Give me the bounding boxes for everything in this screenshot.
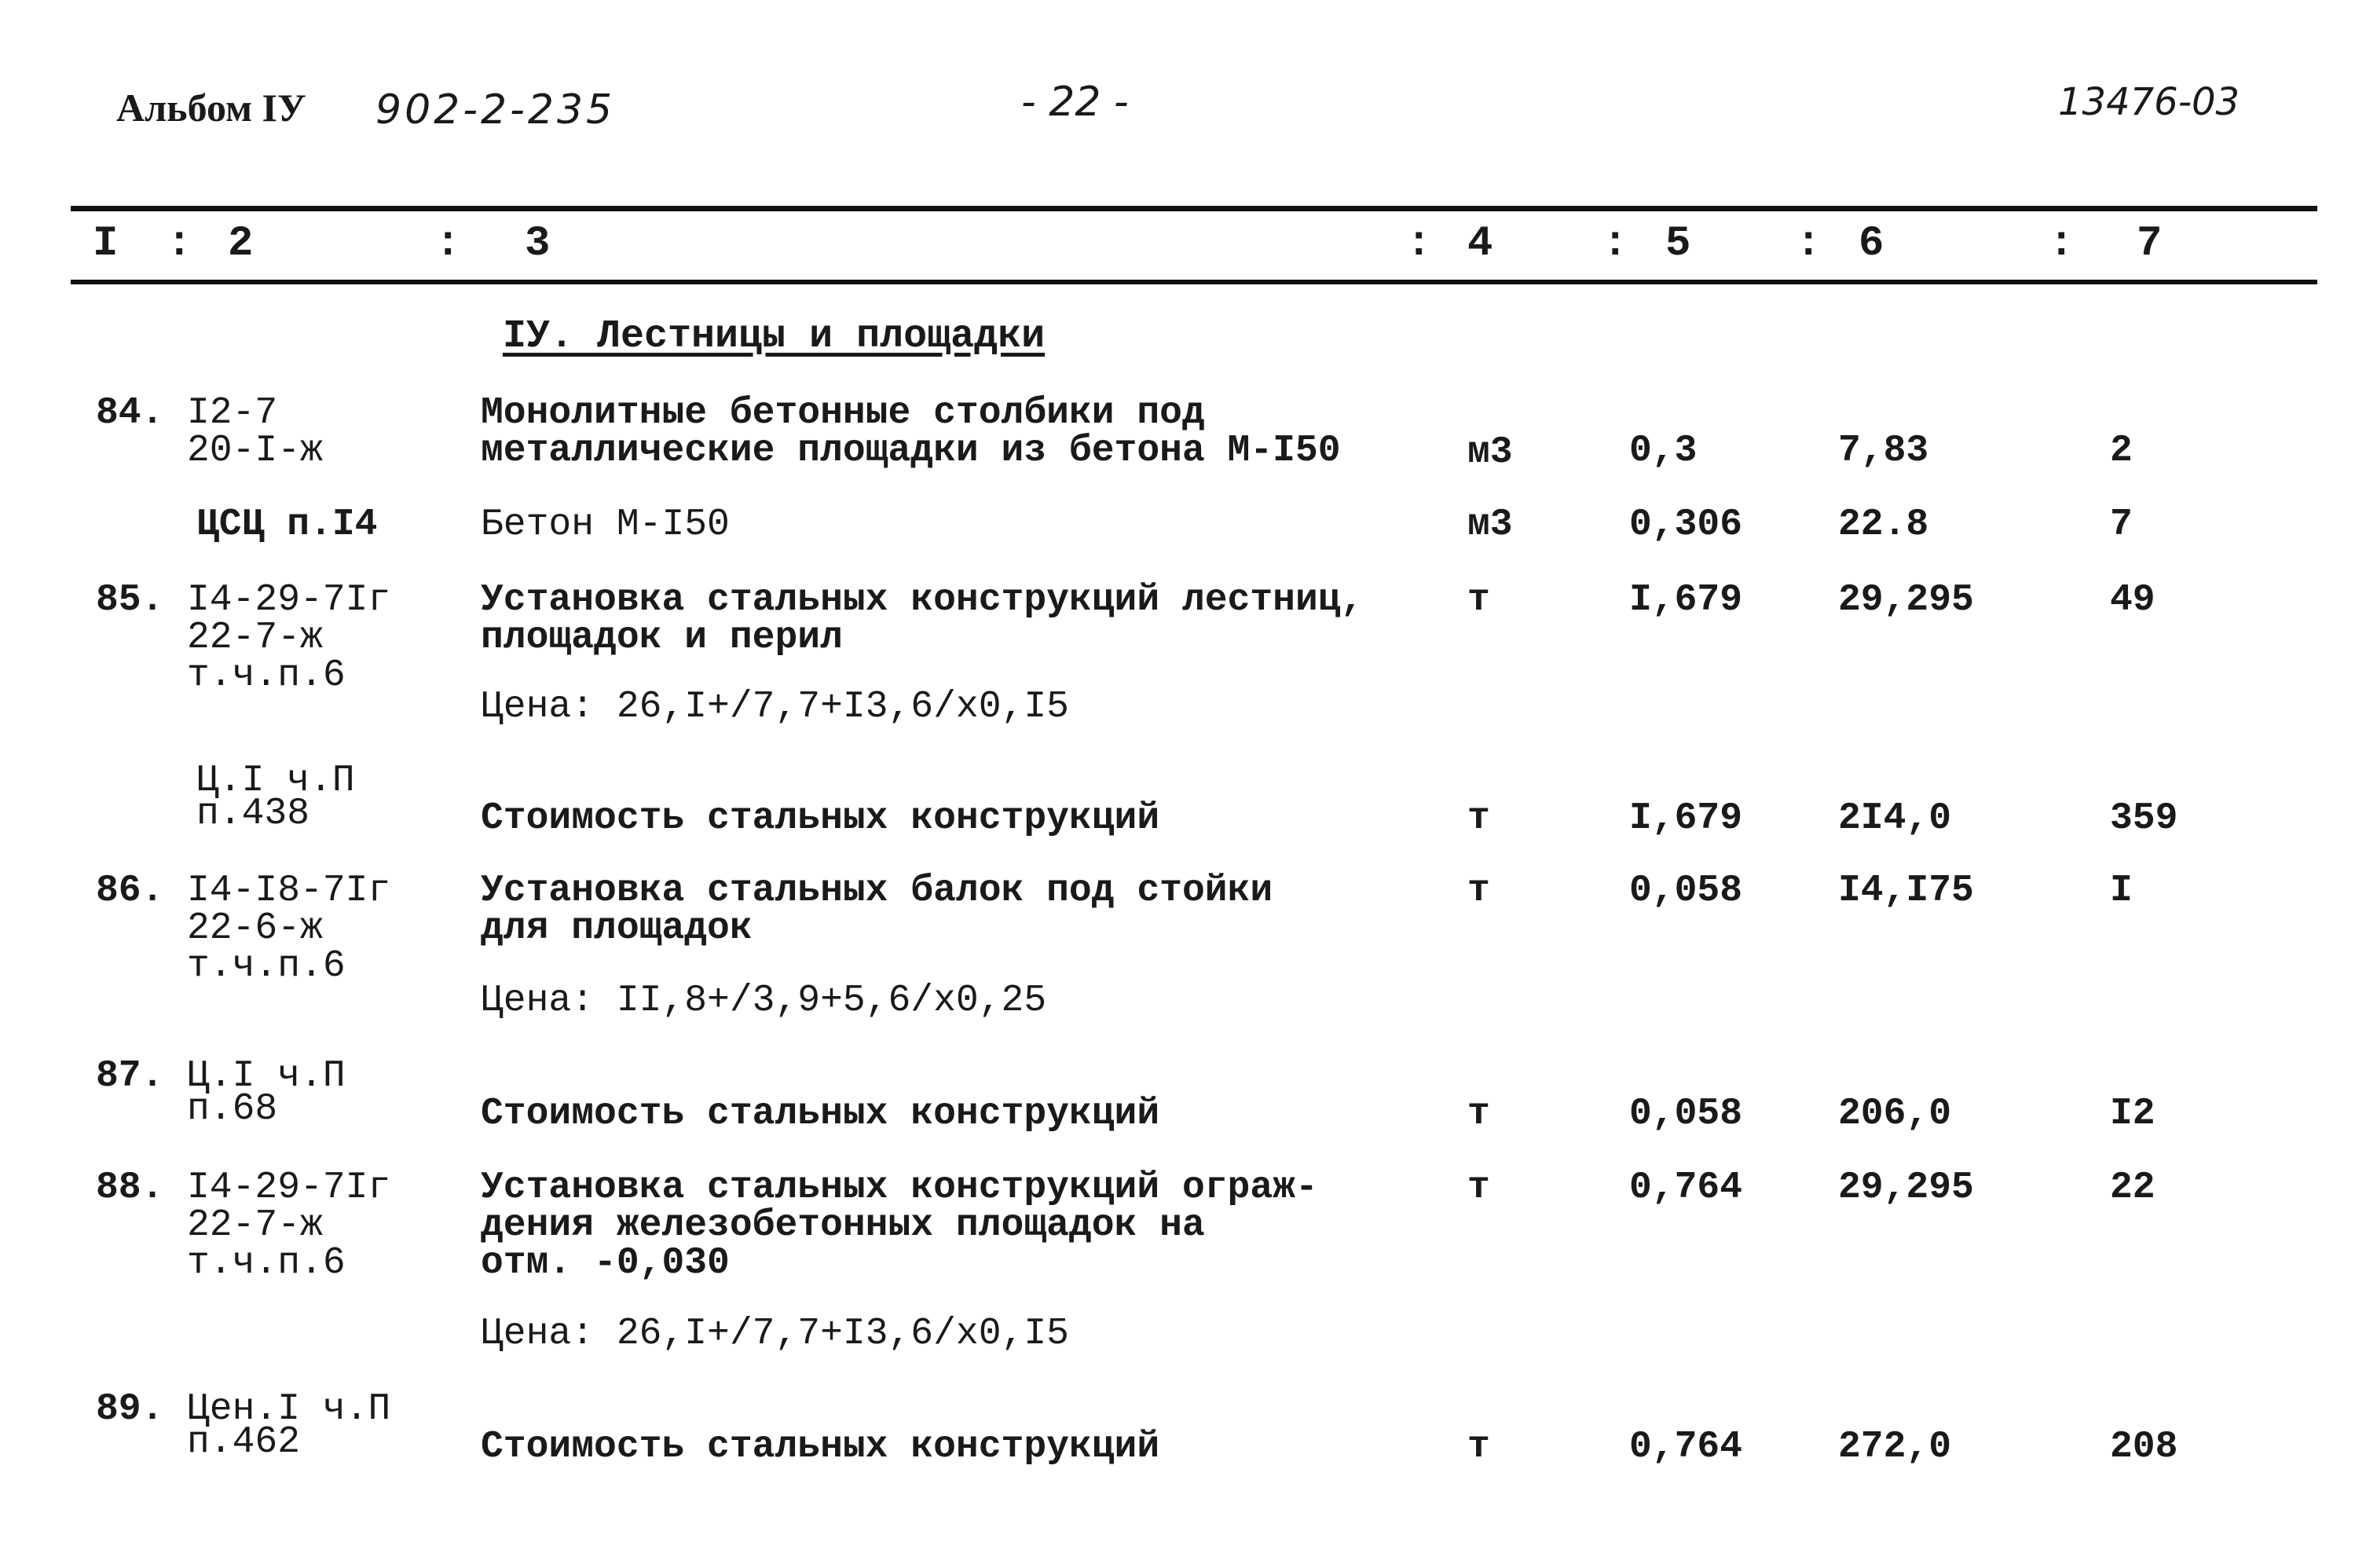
- row-price-formula: Цена: 26,I+/7,7+I3,6/x0,I5: [481, 686, 1069, 728]
- row-unit-price: 7,83: [1838, 430, 1929, 472]
- row-reference: Ц.I ч.П: [187, 1055, 346, 1097]
- row-unit: т: [1467, 1167, 1490, 1209]
- row-number: 86.: [96, 870, 164, 912]
- header-bottom-rule: [71, 280, 2317, 284]
- row-total-cost: 49: [2110, 579, 2155, 621]
- column-separator-6: :: [2049, 220, 2075, 268]
- header-top-rule: [71, 206, 2317, 211]
- row-quantity: 0,058: [1629, 870, 1743, 912]
- section-title: IУ. Лестницы и площадки: [503, 314, 1046, 359]
- row-unit-price: I4,I75: [1838, 870, 1974, 912]
- row-number: 89.: [96, 1388, 164, 1431]
- row-unit-price: 272,0: [1838, 1426, 1952, 1468]
- row-unit: т: [1467, 1093, 1490, 1135]
- column-header-6: 6: [1859, 220, 1884, 268]
- row-description: Стоимость стальных конструкций: [481, 1426, 1160, 1468]
- row-reference: п.438: [196, 793, 310, 835]
- row-reference: п.68: [187, 1088, 278, 1130]
- row-description: Бетон М-I50: [481, 504, 730, 546]
- row-reference: Цен.I ч.П: [187, 1388, 391, 1431]
- row-total-cost: 7: [2110, 504, 2133, 546]
- row-unit-price: 29,295: [1838, 1167, 1974, 1209]
- row-quantity: 0,764: [1629, 1426, 1743, 1468]
- row-reference: п.462: [187, 1421, 301, 1464]
- row-description: Установка стальных балок под стойки: [481, 870, 1273, 912]
- row-description: Установка стальных конструкций ограж-: [481, 1167, 1318, 1209]
- row-reference: I2-7: [187, 392, 278, 434]
- row-total-cost: I2: [2110, 1093, 2155, 1135]
- column-separator-1: :: [167, 220, 192, 268]
- row-quantity: 0,764: [1629, 1167, 1743, 1209]
- row-unit-price: 206,0: [1838, 1093, 1952, 1135]
- row-unit: т: [1467, 870, 1490, 912]
- row-reference: I4-29-7Iг: [187, 1167, 391, 1209]
- row-reference: I4-29-7Iг: [187, 579, 391, 621]
- row-description: для площадок: [481, 907, 753, 950]
- row-unit: т: [1467, 1426, 1490, 1468]
- row-unit-price: 22.8: [1838, 504, 1929, 546]
- row-reference: т.ч.п.6: [187, 945, 346, 987]
- row-description: Установка стальных конструкций лестниц,: [481, 579, 1364, 621]
- row-reference: т.ч.п.6: [187, 654, 346, 697]
- album-label: Альбом IУ: [116, 86, 306, 130]
- row-reference: т.ч.п.6: [187, 1242, 346, 1284]
- row-reference: 22-6-ж: [187, 907, 323, 950]
- row-unit-price: 2I4,0: [1838, 797, 1952, 840]
- row-description: металлические площадки из бетона М-I50: [481, 430, 1341, 472]
- row-quantity: 0,3: [1629, 430, 1698, 472]
- row-reference: ЦСЦ п.I4: [196, 504, 378, 546]
- row-unit: м3: [1467, 431, 1513, 474]
- row-description: дения железобетонных площадок на: [481, 1204, 1205, 1247]
- row-price-formula: Цена: 26,I+/7,7+I3,6/x0,I5: [481, 1313, 1069, 1355]
- row-total-cost: I: [2110, 870, 2133, 912]
- column-header-1: I: [93, 220, 119, 268]
- column-separator-4: :: [1602, 220, 1628, 268]
- row-reference: Ц.I ч.П: [196, 760, 355, 802]
- row-total-cost: 359: [2110, 797, 2178, 840]
- row-number: 88.: [96, 1167, 164, 1209]
- row-description: Монолитные бетонные столбики под: [481, 392, 1205, 434]
- project-number: 902-2-235: [375, 86, 616, 134]
- row-quantity: I,679: [1629, 797, 1743, 840]
- column-header-3: 3: [525, 220, 551, 268]
- row-reference: I4-I8-7Iг: [187, 870, 391, 912]
- row-description: площадок и перил: [481, 617, 843, 659]
- row-description: Стоимость стальных конструкций: [481, 1093, 1160, 1135]
- row-number: 87.: [96, 1055, 164, 1097]
- row-total-cost: 22: [2110, 1167, 2155, 1209]
- row-unit: т: [1467, 579, 1490, 621]
- column-separator-3: :: [1406, 220, 1432, 268]
- row-unit: т: [1467, 797, 1490, 840]
- column-header-2: 2: [228, 220, 254, 268]
- row-price-formula: Цена: II,8+/3,9+5,6/x0,25: [481, 980, 1047, 1022]
- row-quantity: 0,058: [1629, 1093, 1743, 1135]
- column-header-7: 7: [2137, 220, 2163, 268]
- row-unit: м3: [1467, 504, 1513, 546]
- row-number: 84.: [96, 392, 164, 434]
- row-reference: 22-7-ж: [187, 617, 323, 659]
- row-quantity: I,679: [1629, 579, 1743, 621]
- row-unit-price: 29,295: [1838, 579, 1974, 621]
- column-header-4: 4: [1467, 220, 1493, 268]
- row-total-cost: 208: [2110, 1426, 2178, 1468]
- column-separator-5: :: [1796, 220, 1822, 268]
- column-separator-2: :: [435, 220, 461, 268]
- page-number: - 22 -: [1021, 79, 1129, 126]
- row-reference: 22-7-ж: [187, 1204, 323, 1247]
- row-description: Стоимость стальных конструкций: [481, 797, 1160, 840]
- row-total-cost: 2: [2110, 430, 2133, 472]
- row-reference: 20-I-ж: [187, 430, 323, 472]
- row-description: отм. -0,030: [481, 1242, 730, 1284]
- column-header-5: 5: [1665, 220, 1691, 268]
- row-number: 85.: [96, 579, 164, 621]
- document-code: 13476-03: [2058, 80, 2240, 124]
- row-quantity: 0,306: [1629, 504, 1743, 546]
